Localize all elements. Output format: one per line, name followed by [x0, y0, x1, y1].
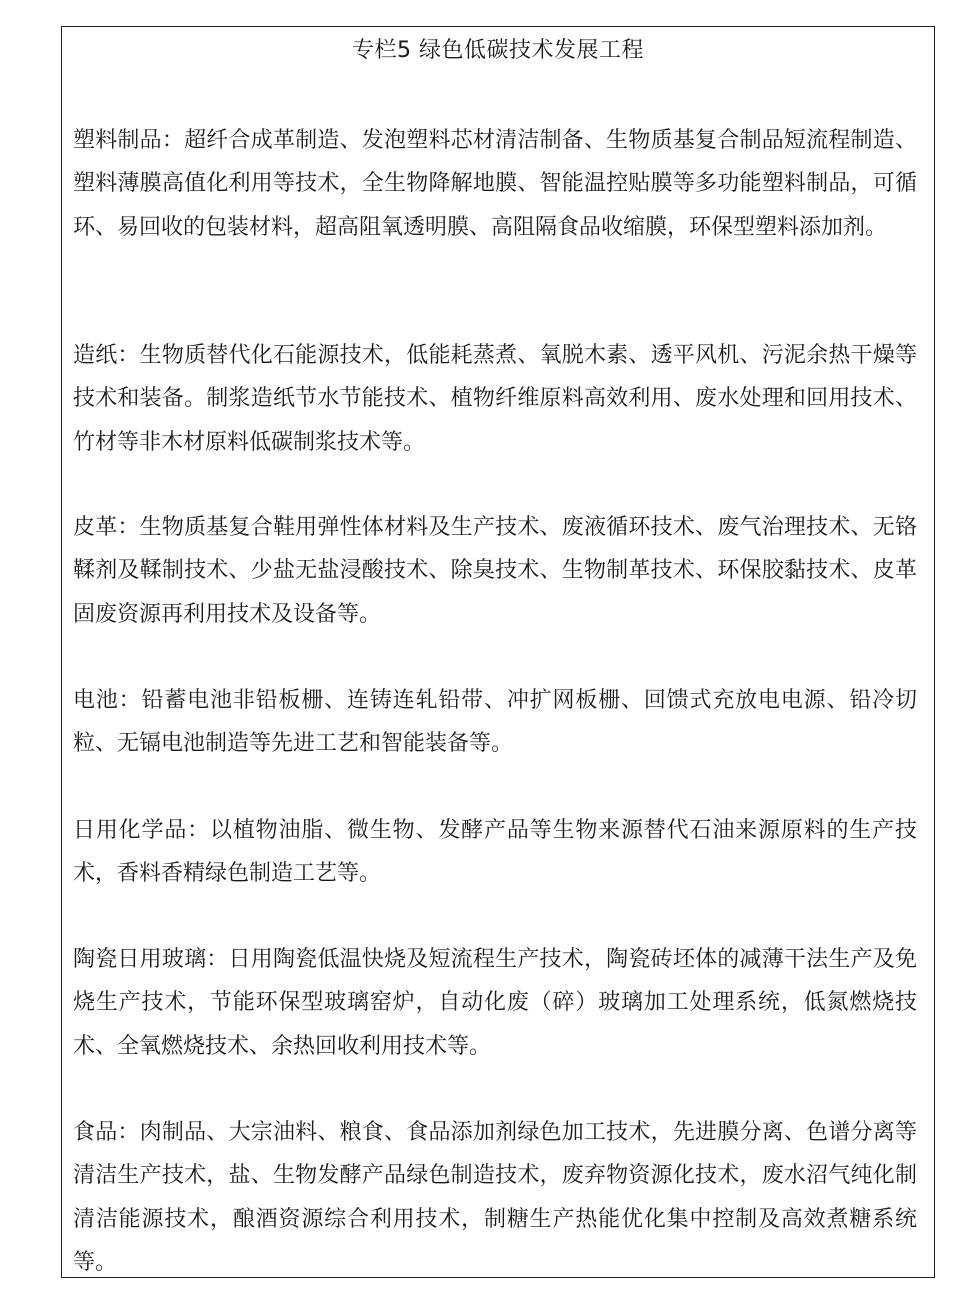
- section-paper: 造纸：生物质替代化石能源技术，低能耗蒸煮、氧脱木素、透平风机、污泥余热干燥等技术和装备。制浆造纸节水节能技术、植物纤维原料高效利用、废水处理和回用技术、竹材等非木材原料低碳制浆技术等。: [73, 343, 917, 455]
- box-title: 专栏5 绿色低碳技术发展工程: [352, 38, 644, 63]
- section-plastics: 塑料制品：超纤合成革制造、发泡塑料芯材清洁制备、生物质基复合制品短流程制造、塑料薄膜高值化利用等技术，全生物降解地膜、智能温控贴膜等多功能塑料制品，可循环、易回收的包装材料，超高阻氧透明膜、高阻隔食品收缩膜，环保型塑料添加剂。: [73, 128, 917, 240]
- section-daily-chemicals: 日用化学品：以植物油脂、微生物、发酵产品等生物来源替代石油来源原料的生产技术，香料香精绿色制造工艺等。: [73, 818, 917, 887]
- section-battery: 电池：铅蓄电池非铅板栅、连铸连轧铅带、冲扩网板栅、回馈式充放电电源、铅冷切粒、无镉电池制造等先进工艺和智能装备等。: [73, 688, 917, 757]
- section-food: 食品：肉制品、大宗油料、粮食、食品添加剂绿色加工技术，先进膜分离、色谱分离等清洁生产技术，盐、生物发酵产品绿色制造技术，废弃物资源化技术，废水沼气纯化制清洁能源技术，酿酒资源综合利用技术，制糖生产热能优化集中控制及高效煮糖系统等。: [73, 1120, 917, 1275]
- text-box: [61, 26, 935, 1278]
- section-ceramics-glass: 陶瓷日用玻璃：日用陶瓷低温快烧及短流程生产技术，陶瓷砖坯体的减薄干法生产及免烧生产技术，节能环保型玻璃窑炉，自动化废（碎）玻璃加工处理系统，低氮燃烧技术、全氧燃烧技术、余热回收利用技术等。: [73, 947, 917, 1059]
- section-leather: 皮革：生物质基复合鞋用弹性体材料及生产技术、废液循环技术、废气治理技术、无铬鞣剂及鞣制技术、少盐无盐浸酸技术、除臭技术、生物制革技术、环保胶黏技术、皮革固废资源再利用技术及设备等。: [73, 515, 917, 627]
